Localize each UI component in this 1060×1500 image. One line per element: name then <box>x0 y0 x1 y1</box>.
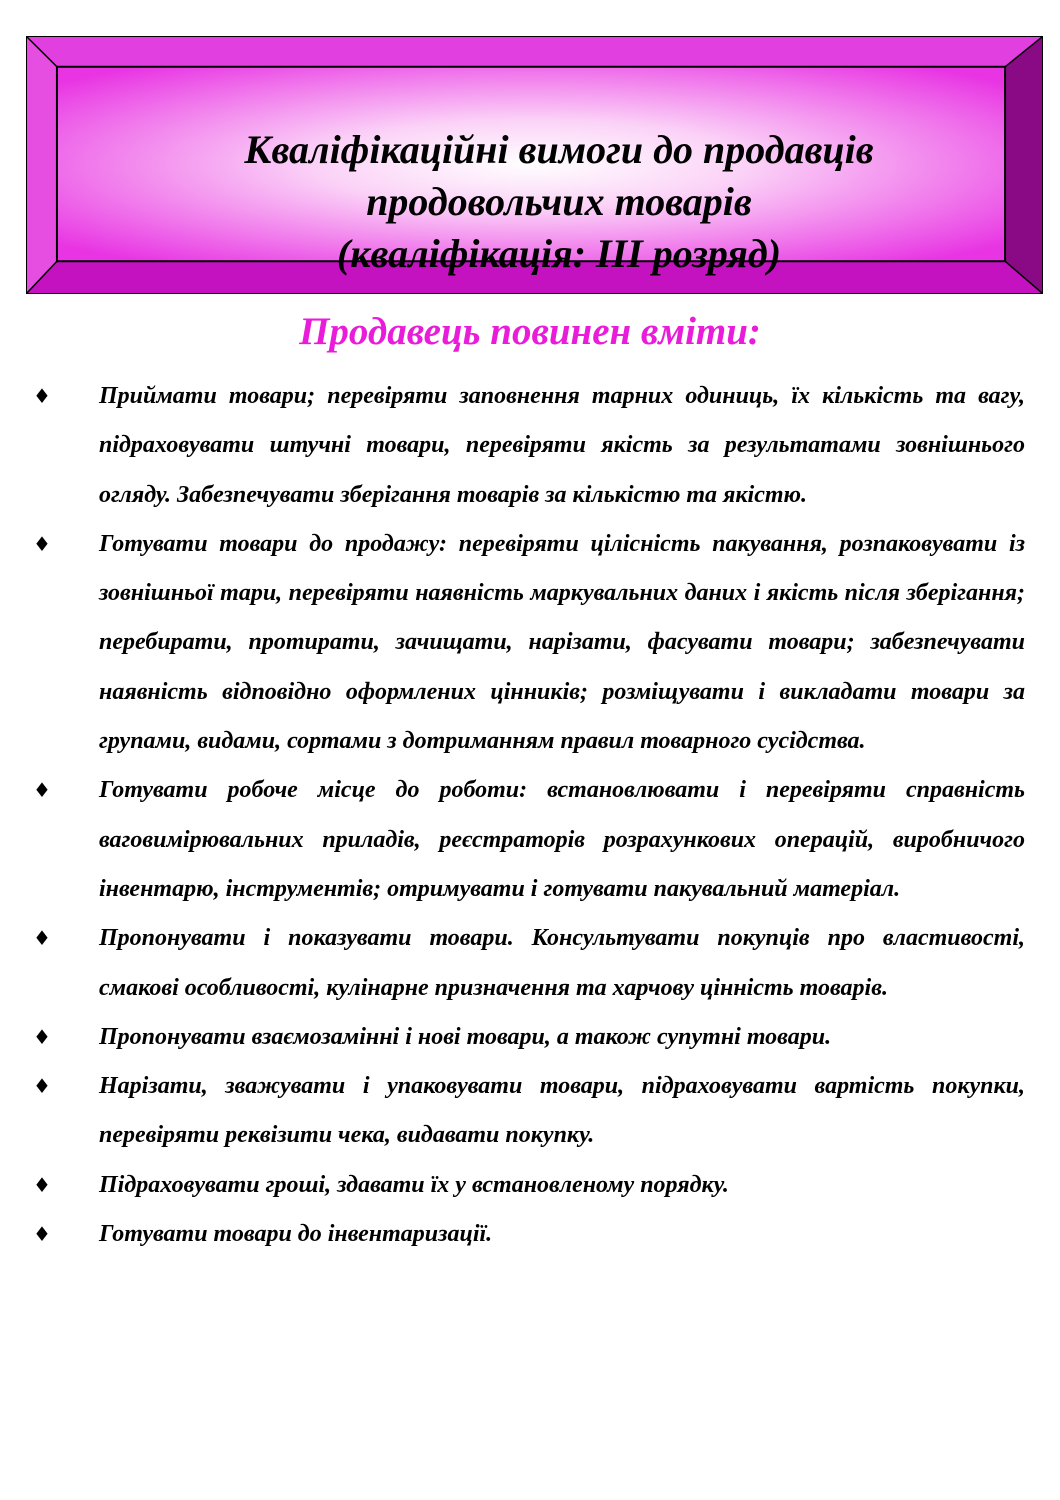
list-item <box>0 1062 1060 1161</box>
subheading: Продавець повинен вміти: <box>299 310 761 353</box>
title-banner <box>26 36 1043 294</box>
diamond-bullet-icon: ♦ <box>33 1024 51 1049</box>
list-item-text: Підраховувати гроші, здавати їх у встановленому порядку. <box>99 1171 729 1198</box>
list-item <box>0 1161 1060 1210</box>
diamond-bullet-icon: ♦ <box>33 926 51 951</box>
diamond-bullet-icon: ♦ <box>33 1074 51 1099</box>
list-item-text: Готувати робоче місце до роботи: встановлювати і перевіряти справність ваговимірювальних приладів, реєстраторів розрахункових операцій, виробничого інвентарю, інструментів; отримувати і готувати пакувальний матеріал. <box>99 777 1025 902</box>
list-item-text: Готувати товари до інвентаризації. <box>99 1221 493 1248</box>
list-item <box>0 766 1060 914</box>
diamond-bullet-icon: ♦ <box>33 384 51 408</box>
list-item-text: Нарізати, зважувати і упаковувати товари, підраховувати вартість покупки, перевіряти реквізити чека, видавати покупку. <box>99 1073 1025 1149</box>
skills-list <box>0 372 1060 1259</box>
list-item-text: Готувати товари до продажу: перевіряти цілісність пакування, розпаковувати із зовнішньої тари, перевіряти наявність маркувальних даних і якість після зберігання; перебирати, протирати, зачищати, нарізати, фасувати товари; забезпечувати наявність відповідно оформлених цінників; розміщувати і викладати товари за групами, видами, сортами з дотриманням правил товарного сусідства. <box>99 530 1025 755</box>
diamond-bullet-icon: ♦ <box>33 1222 51 1247</box>
title-line-1: Кваліфікаційні вимоги до продавців <box>244 126 874 172</box>
title-line-3: (кваліфікація: ІІІ розряд) <box>336 230 782 276</box>
title-text-block <box>85 109 1033 294</box>
list-item-text: Пропонувати і показувати товари. Консультувати покупців про властивості, смакові особливості, кулінарне призначення та харчову цінність товарів. <box>99 925 1025 1001</box>
diamond-bullet-icon: ♦ <box>33 1172 51 1197</box>
title-line-2: продовольчих товарів <box>366 178 752 224</box>
list-item <box>0 1013 1060 1062</box>
list-item <box>0 372 1060 520</box>
diamond-bullet-icon: ♦ <box>33 778 51 803</box>
list-item <box>0 914 1060 1013</box>
diamond-bullet-icon: ♦ <box>33 531 51 556</box>
list-item-text: Приймати товари; перевіряти заповнення тарних одиниць, їх кількість та вагу, підраховувати штучні товари, перевіряти якість за результатами зовнішнього огляду. Забезпечувати зберігання товарів за кількістю та якістю. <box>99 383 1025 508</box>
list-item <box>0 1210 1060 1259</box>
list-item <box>0 520 1060 766</box>
list-item-text: Пропонувати взаємозамінні і нові товари, а також супутні товари. <box>99 1023 832 1050</box>
